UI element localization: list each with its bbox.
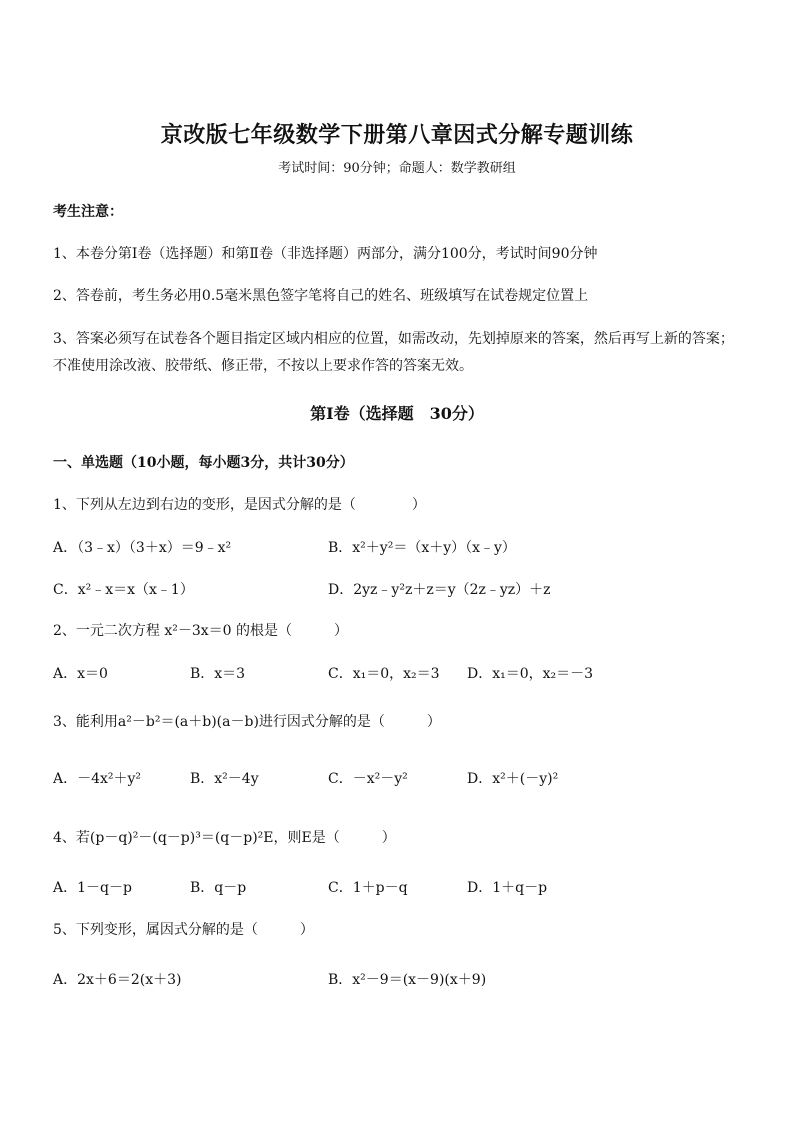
question-5-stem: 5、下列变形，属因式分解的是（ ） [53,922,314,938]
question-2-option-c: C．x₁＝0，x₂＝3 [328,666,440,682]
question-4-option-a: A．1－q－p [53,880,132,896]
part-heading: 一、单选题（10小题，每小题3分，共计30分） [53,455,354,471]
question-3-stem: 3、能利用a²－b²＝(a＋b)(a－b)进行因式分解的是（ ） [53,714,441,730]
question-3-option-c: C．－x²－y² [328,771,408,787]
notice-item-3: 3、答案必须写在试卷各个题目指定区域内相应的位置，如需改动，先划掉原来的答案，然后再写上新的答案；不准使用涂改液、胶带纸、修正带，不按以上要求作答的答案无效。 [53,331,734,374]
notice-item-2: 2、答卷前，考生务必用0.5毫米黑色签字笔将自己的姓名、班级填写在试卷规定位置上 [53,288,589,304]
question-2-stem: 2、一元二次方程 x²－3x＝0 的根是（ ） [53,623,349,639]
question-5-option-b: B．x²－9＝(x－9)(x＋9) [328,972,487,988]
question-3-option-a: A．－4x²＋y² [53,771,142,787]
exam-info: 考试时间：90分钟；命题人：数学教研组 [278,161,516,176]
question-4-option-d: D．1＋q－p [467,880,548,896]
question-4-option-b: B．q－p [190,880,247,896]
notice-heading: 考生注意： [53,204,123,220]
question-1-option-b: B．x²＋y²＝（x＋y）（x﹣y） [328,540,516,556]
question-1-option-d: D．2yz﹣y²z＋z＝y（2z﹣yz）＋z [328,582,551,598]
question-3-option-d: D．x²＋(－y)² [467,771,559,787]
notice-item-1: 1、本卷分第Ⅰ卷（选择题）和第Ⅱ卷（非选择题）两部分，满分100分，考试时间90分钟 [53,246,598,262]
question-1-option-c: C．x²﹣x＝x（x﹣1） [53,582,194,598]
section-title: 第Ⅰ卷（选择题 30分） [310,404,484,423]
question-2-option-d: D．x₁＝0，x₂＝－3 [467,666,594,682]
question-4-option-c: C．1＋p－q [328,880,408,896]
question-3-option-b: B．x²－4y [190,771,259,787]
page-title: 京改版七年级数学下册第八章因式分解专题训练 [160,122,634,148]
question-1-stem: 1、下列从左边到右边的变形，是因式分解的是（ ） [53,497,426,513]
question-1-option-a: A．（3﹣x）（3＋x）＝9﹣x² [53,540,232,556]
question-2-option-b: B．x＝3 [190,666,246,682]
question-5-option-a: A．2x＋6＝2(x＋3) [53,972,182,988]
question-2-option-a: A．x＝0 [53,666,108,682]
question-4-stem: 4、若(p－q)²－(q－p)³＝(q－p)²E，则E是（ ） [53,830,396,846]
